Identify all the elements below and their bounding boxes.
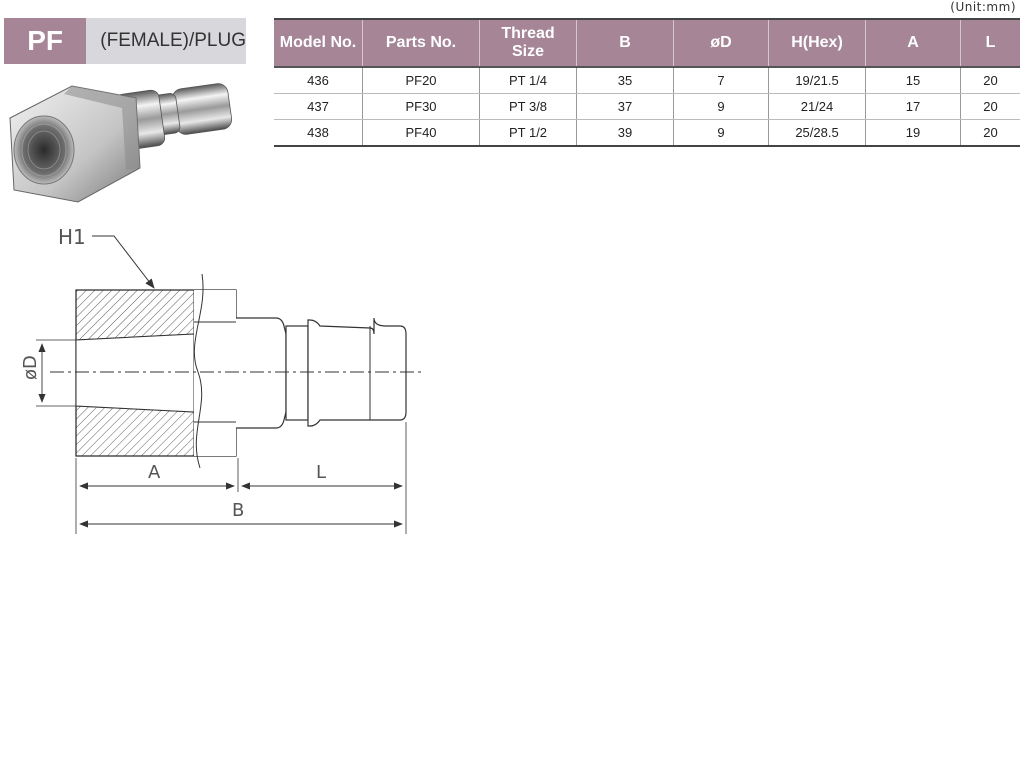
column-header-model-no: Model No. (274, 19, 363, 67)
label-a: A (148, 462, 161, 483)
column-header-hex: H(Hex) (769, 19, 866, 67)
table-cell: PF20 (363, 67, 480, 94)
product-photo (6, 72, 242, 216)
table-cell: 9 (674, 120, 769, 147)
table-cell: PT 1/4 (480, 67, 577, 94)
hatched-wall-bottom (76, 406, 194, 456)
table-cell: 39 (577, 120, 674, 147)
h1-leader-line (92, 236, 154, 288)
bore-opening-shape (14, 116, 74, 184)
table-cell: 438 (274, 120, 363, 147)
table-row (274, 120, 1020, 147)
table-cell: 37 (577, 94, 674, 120)
product-title-bar (4, 18, 246, 64)
table-cell: PF40 (363, 120, 480, 147)
product-code-badge: PF (4, 18, 86, 64)
column-header-thread-size (480, 19, 577, 67)
table-cell: PT 3/8 (480, 94, 577, 120)
table-cell: 436 (274, 67, 363, 94)
table-cell: 20 (961, 94, 1021, 120)
technical-drawing (10, 222, 430, 542)
unit-note: (Unit:mm) (950, 0, 1016, 14)
plug-tip-shape (171, 82, 233, 135)
label-diameter-d: øD (20, 355, 41, 380)
spec-table (274, 18, 1020, 147)
table-cell: 19 (866, 120, 961, 147)
label-h1: H1 (58, 225, 86, 249)
plug-groove-outline (286, 326, 308, 420)
table-cell: 17 (866, 94, 961, 120)
column-header-parts-no: Parts No. (363, 19, 480, 67)
table-cell: 25/28.5 (769, 120, 866, 147)
table-cell: 7 (674, 67, 769, 94)
bore-outline (76, 334, 194, 412)
table-cell: 21/24 (769, 94, 866, 120)
table-cell: PT 1/2 (480, 120, 577, 147)
thread-size-header-text: Thread Size (501, 25, 555, 60)
column-header-diameter-d: øD (674, 19, 769, 67)
table-cell: 437 (274, 94, 363, 120)
table-cell: 19/21.5 (769, 67, 866, 94)
table-cell: 20 (961, 120, 1021, 147)
column-header-a: A (866, 19, 961, 67)
spec-table-header-row (274, 19, 1020, 67)
column-header-l: L (961, 19, 1021, 67)
column-header-b: B (577, 19, 674, 67)
hatched-wall-top (76, 290, 194, 340)
plug-neck-outline (236, 318, 286, 428)
table-cell: 9 (674, 94, 769, 120)
label-l: L (316, 462, 327, 483)
table-cell: 35 (577, 67, 674, 94)
product-type-label: (FEMALE)/PLUG (100, 30, 246, 51)
label-b: B (232, 500, 245, 521)
table-row (274, 94, 1020, 120)
table-cell: 20 (961, 67, 1021, 94)
table-row (274, 67, 1020, 94)
table-cell: 15 (866, 67, 961, 94)
table-cell: PF30 (363, 94, 480, 120)
